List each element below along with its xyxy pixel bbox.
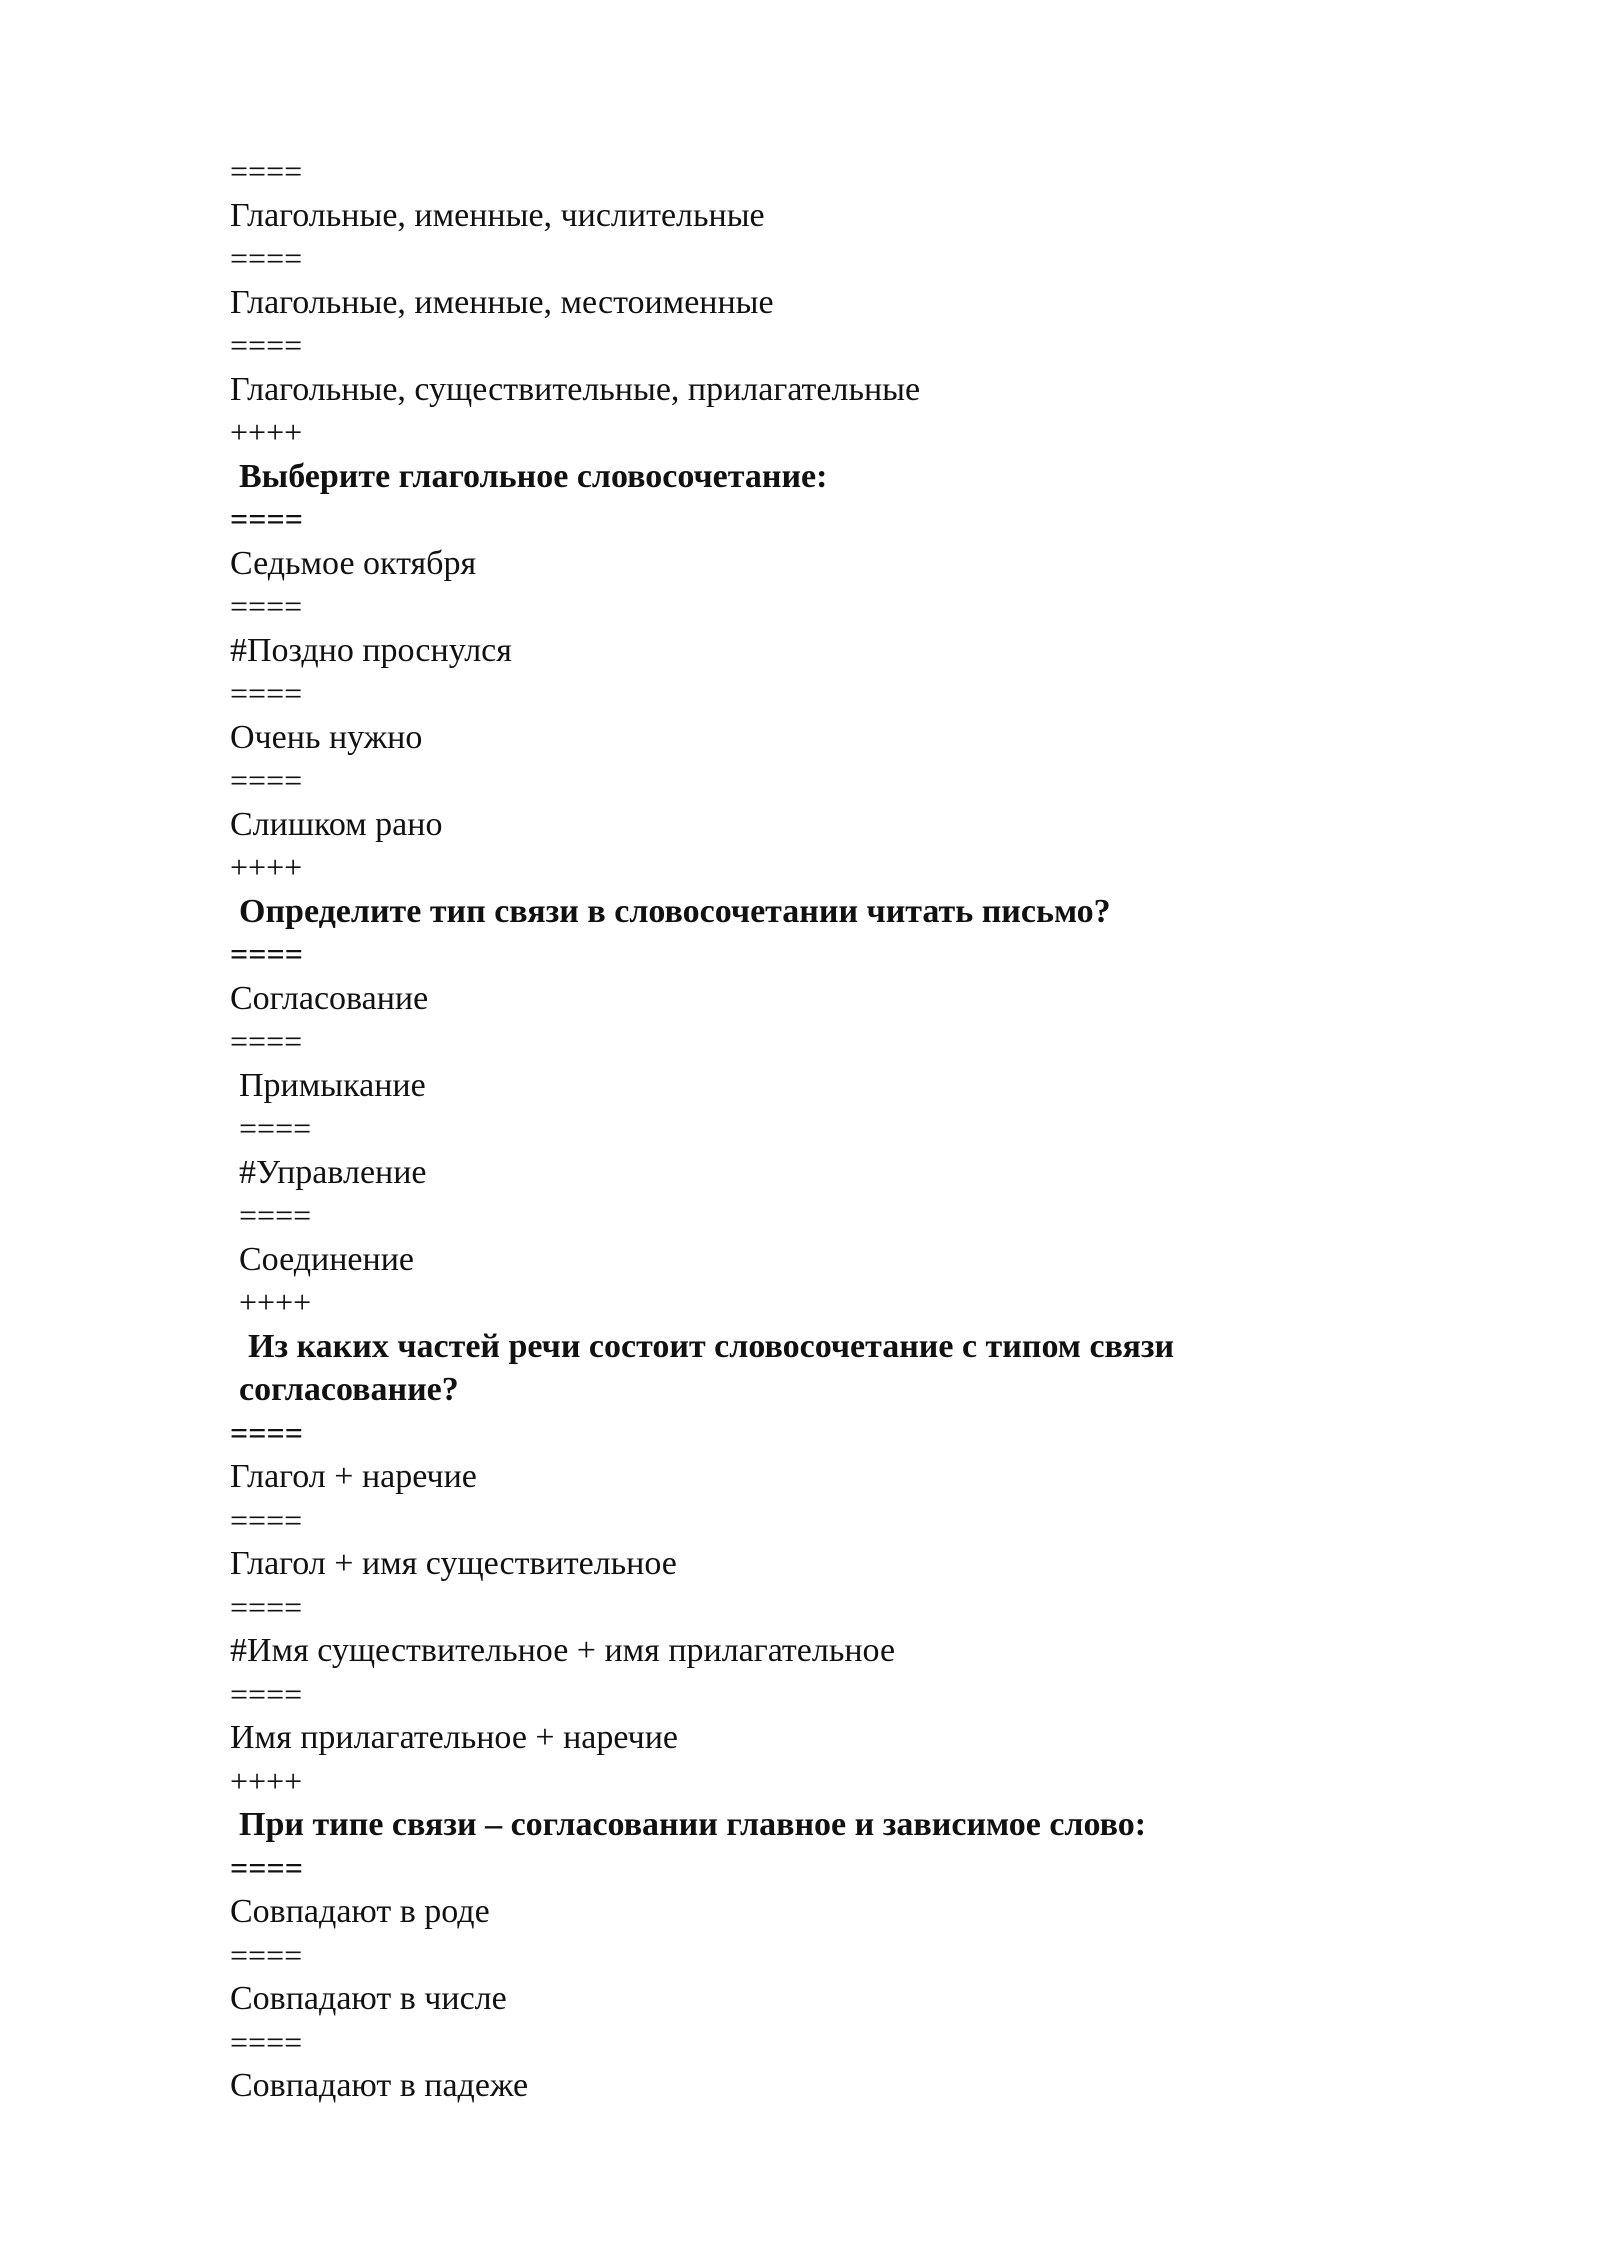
answer-option: Соединение bbox=[239, 1240, 414, 1278]
answer-option-correct: #Имя существительное + имя прилагательное bbox=[230, 1632, 896, 1669]
answer-option: Глагол + наречие bbox=[230, 1458, 477, 1495]
separator-line: ==== bbox=[230, 1675, 303, 1712]
separator-line: ==== bbox=[230, 153, 303, 189]
question-separator: ++++ bbox=[230, 849, 303, 885]
separator-line: ==== bbox=[230, 2023, 303, 2060]
answer-option: Имя прилагательное + наречие bbox=[230, 1719, 679, 1756]
separator-line: ==== bbox=[230, 501, 303, 537]
answer-option: Совпадают в падеже bbox=[230, 2067, 529, 2104]
answer-option: Седьмое октября bbox=[230, 544, 477, 582]
separator-line: ==== bbox=[230, 936, 303, 972]
answer-option: Глагольные, именные, местоименные bbox=[230, 283, 774, 321]
separator-line: ==== bbox=[230, 327, 303, 363]
separator-line: ==== bbox=[230, 1849, 303, 1886]
answer-option: Слишком рано bbox=[230, 805, 443, 843]
question-text: Определите тип связи в словосочетании читать письмо? bbox=[239, 892, 1111, 930]
answer-option: Совпадают в роде bbox=[230, 1893, 490, 1930]
question-text: Выберите глагольное словосочетание: bbox=[239, 457, 828, 495]
answer-option-correct: #Управление bbox=[239, 1153, 427, 1191]
answer-option-correct: #Поздно проснулся bbox=[230, 631, 512, 669]
separator-line: ==== bbox=[239, 1197, 312, 1233]
separator-line: ==== bbox=[230, 1588, 303, 1625]
separator-line: ==== bbox=[230, 1936, 303, 1973]
separator-line: ==== bbox=[230, 1501, 303, 1538]
question-separator: ++++ bbox=[230, 414, 303, 450]
question-text-continuation: согласование? bbox=[239, 1371, 459, 1408]
question-text: Из каких частей речи состоит словосочетание с типом связи bbox=[248, 1327, 1175, 1365]
answer-option: Примыкание bbox=[239, 1066, 426, 1104]
answer-option: Очень нужно bbox=[230, 718, 423, 756]
separator-line: ==== bbox=[230, 1414, 303, 1451]
answer-option: Глагол + имя существительное bbox=[230, 1545, 677, 1582]
answer-option: Согласование bbox=[230, 979, 429, 1017]
answer-option: Глагольные, существительные, прилагательные bbox=[230, 370, 921, 408]
question-separator: ++++ bbox=[239, 1284, 312, 1320]
separator-line: ==== bbox=[230, 240, 303, 276]
separator-line: ==== bbox=[239, 1110, 312, 1146]
question-separator: ++++ bbox=[230, 1762, 303, 1799]
separator-line: ==== bbox=[230, 1023, 303, 1059]
separator-line: ==== bbox=[230, 762, 303, 798]
separator-line: ==== bbox=[230, 675, 303, 711]
separator-line: ==== bbox=[230, 588, 303, 624]
answer-option: Совпадают в числе bbox=[230, 1980, 507, 2017]
document-page bbox=[230, 150, 1410, 2108]
question-text: При типе связи – согласовании главное и зависимое слово: bbox=[239, 1806, 1147, 1843]
answer-option: Глагольные, именные, числительные bbox=[230, 196, 765, 234]
